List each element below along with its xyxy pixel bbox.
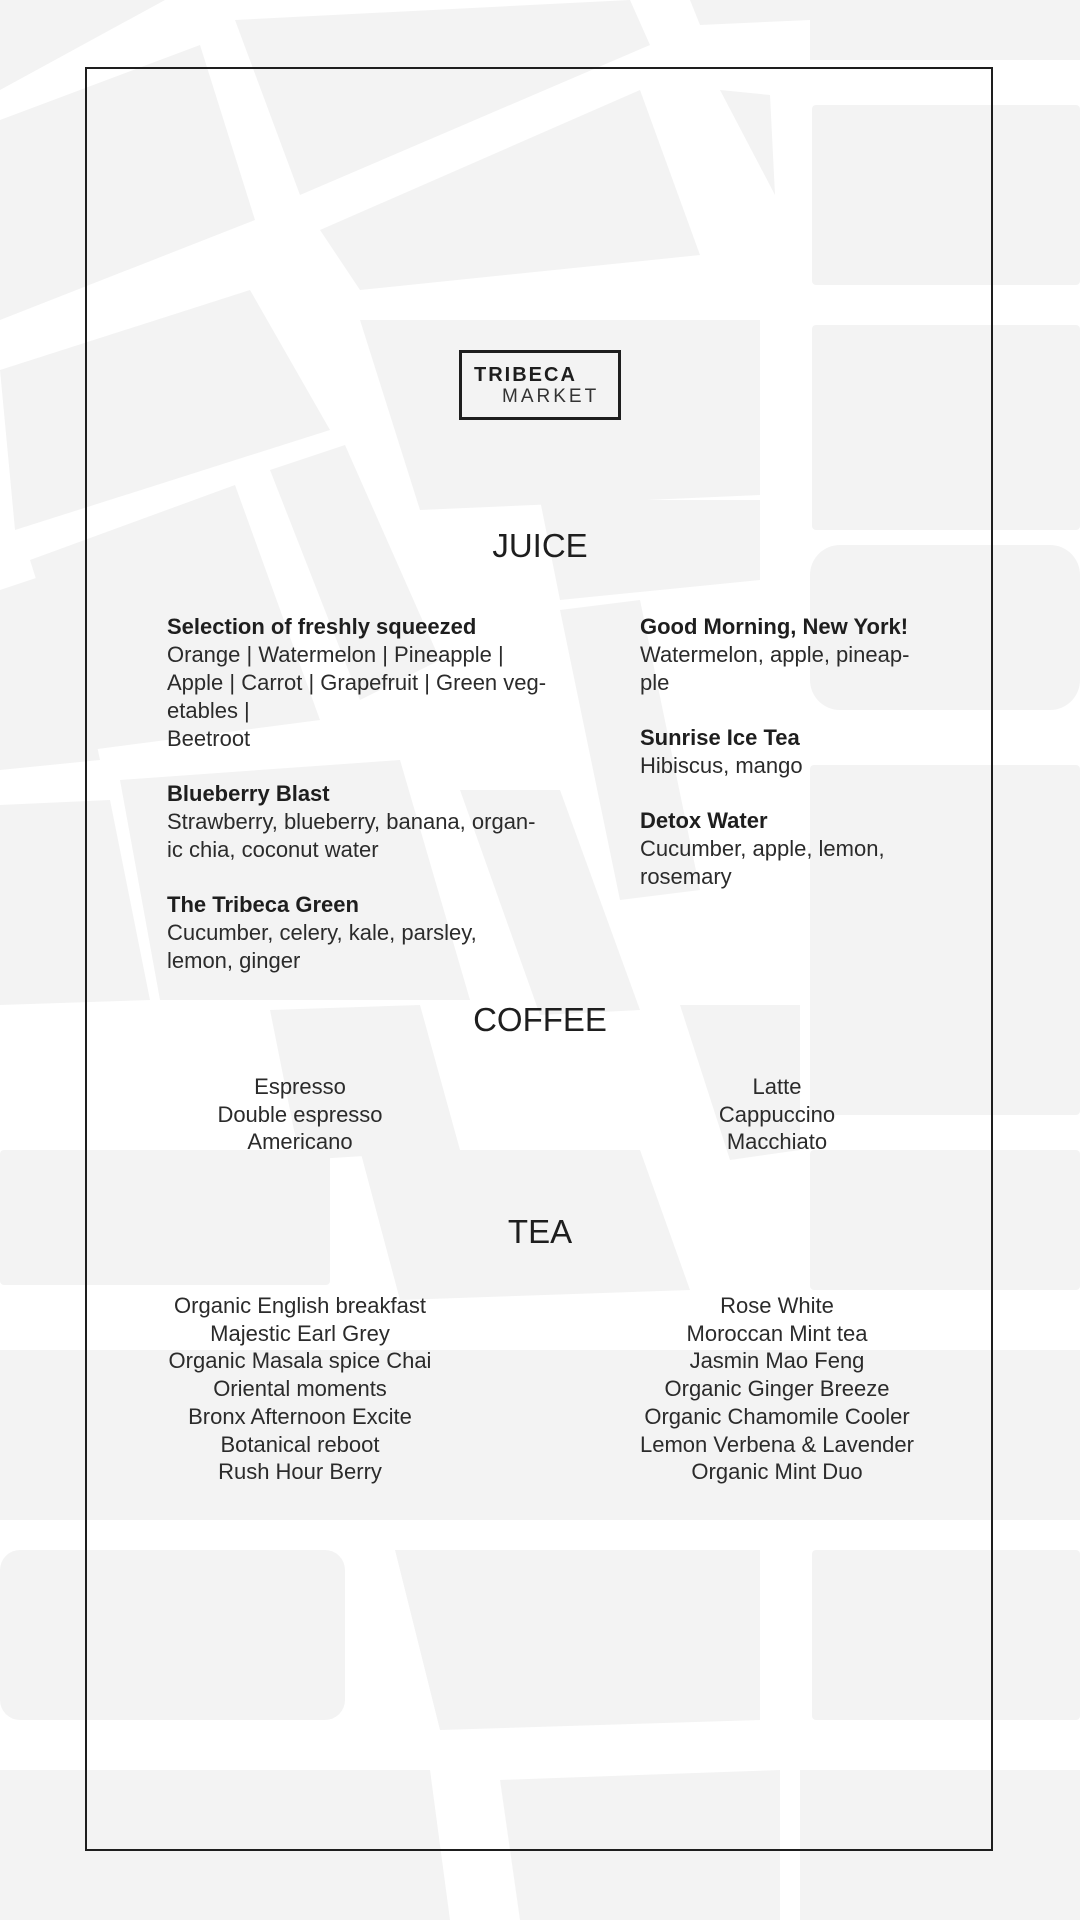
tea-left-list (110, 1292, 490, 1486)
coffee-left-list (110, 1073, 490, 1156)
juice-item-name: The Tribeca Green (167, 892, 359, 917)
juice-item-desc-line: Cucumber, celery, kale, parsley, (167, 920, 477, 945)
coffee-item: Macchiato (726, 1129, 828, 1155)
tea-item: Rose White (720, 1293, 834, 1318)
juice-item-desc-line: ic chia, coconut water (167, 837, 379, 862)
juice-item-desc-line: Cucumber, apple, lemon, (640, 836, 885, 861)
tea-heading: TEA (507, 1213, 573, 1250)
tea-item: Organic Mint Duo (691, 1459, 863, 1485)
juice-item-desc-line: ple (640, 670, 670, 695)
coffee-item: Americano (247, 1129, 353, 1155)
tea-item: Moroccan Mint tea (686, 1320, 868, 1346)
coffee-heading: COFFEE (473, 1001, 607, 1038)
juice-item (640, 724, 970, 780)
juice-item-desc-line: etables | (167, 698, 250, 723)
tea-item: Majestic Earl Grey (210, 1320, 390, 1346)
juice-item (640, 807, 970, 891)
juice-item-desc-line: Beetroot (167, 726, 251, 751)
juice-item (167, 780, 587, 864)
juice-item-desc-line: Orange | Watermelon | Pineapple | (167, 642, 504, 667)
tea-item: Organic English breakfast (174, 1293, 426, 1318)
brand-logo (459, 350, 621, 420)
tea-item: Organic Ginger Breeze (664, 1376, 890, 1402)
juice-item-name: Detox Water (640, 808, 768, 833)
coffee-right-list (587, 1073, 967, 1156)
juice-item-desc-line: Hibiscus, mango (640, 753, 803, 778)
juice-item-name: Good Morning, New York! (640, 614, 909, 639)
tea-item: Organic Masala spice Chai (168, 1348, 432, 1374)
tea-right-list (587, 1292, 967, 1486)
logo-name-top: TRIBECA (474, 364, 577, 386)
tea-item: Lemon Verbena & Lavender (640, 1431, 914, 1457)
juice-item-name: Selection of freshly squeezed (167, 614, 477, 639)
juice-item-desc-line: rosemary (640, 864, 732, 889)
juice-item (167, 891, 587, 975)
tea-item: Rush Hour Berry (218, 1459, 382, 1485)
juice-item-name: Sunrise Ice Tea (640, 725, 800, 750)
coffee-item: Cappuccino (718, 1101, 836, 1127)
juice-item-desc-line: lemon, ginger (167, 948, 301, 973)
juice-item-desc-line: Apple | Carrot | Grapefruit | Green veg- (167, 670, 547, 695)
juice-heading: JUICE (492, 527, 588, 564)
tea-item: Botanical reboot (220, 1431, 380, 1457)
coffee-item: Double espresso (217, 1101, 383, 1127)
coffee-item: Espresso (254, 1074, 346, 1099)
tea-item: Oriental moments (213, 1376, 387, 1402)
juice-item-name: Blueberry Blast (167, 781, 330, 806)
juice-right-column (640, 613, 970, 918)
tea-item: Bronx Afternoon Excite (188, 1403, 412, 1429)
juice-item-desc-line: Watermelon, apple, pineap- (640, 642, 910, 667)
logo-name-bottom: MARKET (502, 386, 600, 407)
tea-item: Organic Chamomile Cooler (644, 1403, 910, 1429)
coffee-item: Latte (752, 1074, 802, 1099)
juice-item-desc-line: Strawberry, blueberry, banana, organ- (167, 809, 536, 834)
juice-item (167, 613, 587, 753)
juice-item (640, 613, 970, 697)
tea-item: Jasmin Mao Feng (689, 1348, 865, 1374)
juice-left-column (167, 613, 587, 1002)
